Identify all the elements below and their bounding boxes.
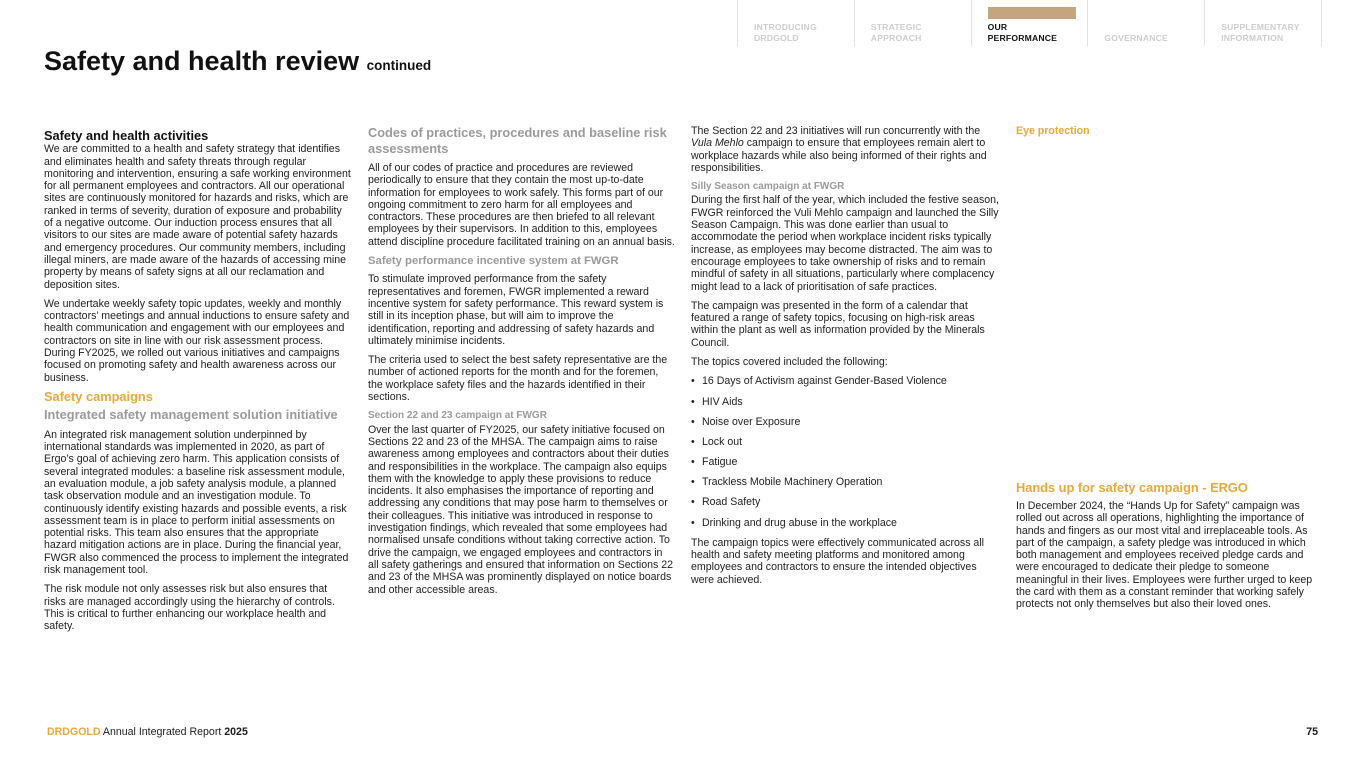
paragraph: The campaign was presented in the form of a calendar that featured a range of safety topics, focusing on high-risk areas within the plant as well as information provided by the Minerals Council. — [691, 299, 985, 349]
paragraph: In December 2024, the “Hands Up for Safety” campaign was rolled out across all operations, highlighting the importance of hands and fingers as our most vital and irreplaceable tools. As part of the campaign, a safety pledge was introduced in which both management and employees received pledge cards and were encouraged to dedicate their pledge to someone meaningful in their lives. Employees were further urged to keep the card with them as a constant reminder that working safely protects not only themselves but also their loved ones. — [1016, 500, 1313, 611]
tab-label-line1: OUR — [987, 22, 1008, 32]
list-item: • Trackless Mobile Machinery Operation — [691, 476, 999, 488]
paragraph: To stimulate improved performance from the safety representatives and foremen, FWGR implemented a reward incentive system for safety performance. This reward system is still in its inception phase, but will aim to improve the identification, reporting and addressing of safety hazards and ultimately minimise incidents. — [368, 273, 664, 347]
heading-integrated-safety-management: Integrated safety management solution initiative — [44, 407, 338, 423]
list-item: • Fatigue — [691, 456, 999, 468]
text-run: The Section 22 and 23 initiatives will run concurrently with the — [691, 125, 981, 137]
column-1 — [44, 125, 351, 639]
heading-codes-of-practices: Codes of practices, procedures and baseline risk assessments — [368, 125, 667, 156]
footer-report-name: Annual Integrated Report — [102, 726, 222, 738]
list-item: • Lock out — [691, 436, 999, 448]
heading-safety-health-activities: Safety and health activities — [44, 128, 209, 143]
paragraph: Over the last quarter of FY2025, our safety initiative focused on Sections 22 and 23 of the MHSA. The campaign aims to raise awareness among employees and contractors about their duties and responsibilities in the workplace. The campaign also equips them with the knowledge to apply these provisions to reduce incidents. It also emphasises the importance of reporting and addressing any conditions that may pose harm to themselves or their colleagues. This initiative was introduced in response to investigation findings, which revealed that some employees had normalised unsafe conditions without taking corrective action. To drive the campaign, we engaged employees and contractors in all safety gatherings and ensured that information on Sections 22 and 23 of the MHSA was prominently displayed on notice boards and other accessible areas. — [368, 423, 674, 596]
topics-list — [691, 375, 999, 529]
tab-our-performance[interactable] — [971, 0, 1088, 46]
footer-brand: DRDGOLD — [47, 726, 101, 738]
campaign-name-italic: Vula Mehlo — [691, 137, 744, 150]
page-title-suffix: continued — [366, 58, 432, 73]
paragraph: The risk module not only assesses risk but also ensures that risks are managed accordingly using the hierarchy of controls. This is critical to further enhancing our workplace health and safety. — [44, 583, 335, 633]
column-2 — [368, 125, 675, 603]
tab-label-line2: PERFORMANCE — [987, 33, 1058, 43]
tab-label-line2: INFORMATION — [1221, 33, 1284, 43]
heading-hands-up-campaign: Hands up for safety campaign - ERGO — [1016, 480, 1248, 495]
paragraph: The criteria used to select the best safety representative are the number of actioned reports for the month and for the foremen, the workplace safety files and the hazards identified in their sections. — [368, 354, 668, 404]
tab-introducing-drdgold[interactable] — [737, 0, 854, 46]
page-title — [44, 46, 431, 77]
tab-strategic-approach[interactable] — [854, 0, 971, 46]
heading-safety-campaigns: Safety campaigns — [44, 388, 153, 404]
heading-section-22-23-campaign: Section 22 and 23 campaign at FWGR — [368, 410, 547, 422]
list-item: • Road Safety — [691, 496, 999, 508]
footer-year: 2025 — [224, 726, 248, 738]
paragraph: During the first half of the year, which included the festive season, FWGR reinforced the Vuli Mehlo campaign and launched the Silly Season Campaign. This was done earlier than usual to accommodate the period when workplace incident risks typically increase, as employees may become distracted. The aim was to encourage employees to take ownership of risks and to remain mindful of safety in all situations, particularly where complacency might lead to a lack of prioritisation of safe practices. — [691, 194, 999, 293]
page-number: 75 — [1306, 726, 1318, 738]
page-title-main: Safety and health review — [44, 46, 360, 76]
paragraph: The campaign topics were effectively communicated across all health and safety meeting platforms and monitored among employees and contractors to ensure the intended objectives were achieved. — [691, 536, 985, 586]
paragraph: We undertake weekly safety topic updates, weekly and monthly contractors’ meetings and annual inductions to ensure safety and health communication and engagement with our employees and contractors on site in line with our risk assessment process. During FY2025, we rolled out various initiatives and campaigns focused on promoting safety and health awareness across our business. — [44, 297, 350, 384]
tab-label-line2: DRDGOLD — [754, 33, 799, 43]
paragraph: The topics covered included the following: — [691, 356, 888, 369]
tab-supplementary-information[interactable] — [1204, 0, 1322, 46]
eye-protection-label: Eye protection — [1016, 125, 1090, 137]
tab-label-line1: GOVERNANCE — [1104, 33, 1168, 43]
tab-label-line1: SUPPLEMENTARY — [1221, 22, 1300, 32]
column-4 — [1016, 125, 1323, 137]
paragraph — [691, 125, 999, 174]
tab-label-line1: INTRODUCING — [754, 22, 817, 32]
list-item: • Noise over Exposure — [691, 416, 999, 428]
list-item: • Drinking and drug abuse in the workplace — [691, 517, 999, 529]
footer — [47, 726, 248, 738]
tab-label-line1: STRATEGIC — [870, 22, 922, 32]
heading-safety-incentive-system: Safety performance incentive system at FWGR — [368, 255, 619, 268]
paragraph: All of our codes of practice and procedures are reviewed periodically to ensure that they contain the most up-to-date information for employees to work safely. This forms part of our ongoing commitment to zero harm for all employees and contractors. These procedures are then briefed to all relevant employees by their supervisors. In addition to this, employees attend discipline procedure facilitated training on an annual basis. — [368, 162, 675, 248]
paragraph: An integrated risk management solution underpinned by international standards was implemented in 2020, as part of Ergo’s goal of achieving zero harm. This application consists of several integrated modules: a baseline risk assessment module, an evaluation module, a job safety analysis module, a planned task observation module and an investigation module. To continuously identify existing hazards and possible events, a risk assessment team is in place to perform initial assessments on potential risks. This team also ensures that the appropriate hazard mitigation actions are in place. During the financial year, FWGR also commenced the process to implement the integrated risk management tool. — [44, 428, 349, 576]
tab-governance[interactable] — [1087, 0, 1204, 46]
text-run: campaign to ensure that employees remain alert to workplace hazards while also being informed of their rights and responsibilities. — [691, 137, 987, 174]
paragraph: We are committed to a health and safety strategy that identifies and eliminates health and safety threats through regular monitoring and intervention, ensuring a safe working environment for all permanent employees and contractors. All our operational sites are continuously monitored for hazards and risks, which are ranked in terms of severity, duration of exposure and probability of a negative outcome. Our induction process ensures that all visitors to our sites are made aware of potential safety hazards and emergency procedures. Our community members, including illegal miners, are made aware of the hazards of accessing mine property by means of safety signs at all our reclamation and deposition sites. — [44, 143, 351, 291]
tab-label-line2: APPROACH — [870, 33, 922, 43]
list-item: • HIV Aids — [691, 396, 999, 408]
section-nav — [737, 0, 1322, 46]
heading-silly-season-campaign: Silly Season campaign at FWGR — [691, 181, 845, 193]
column-3 — [691, 125, 999, 593]
list-item: • 16 Days of Activism against Gender-Based Violence — [691, 375, 999, 387]
